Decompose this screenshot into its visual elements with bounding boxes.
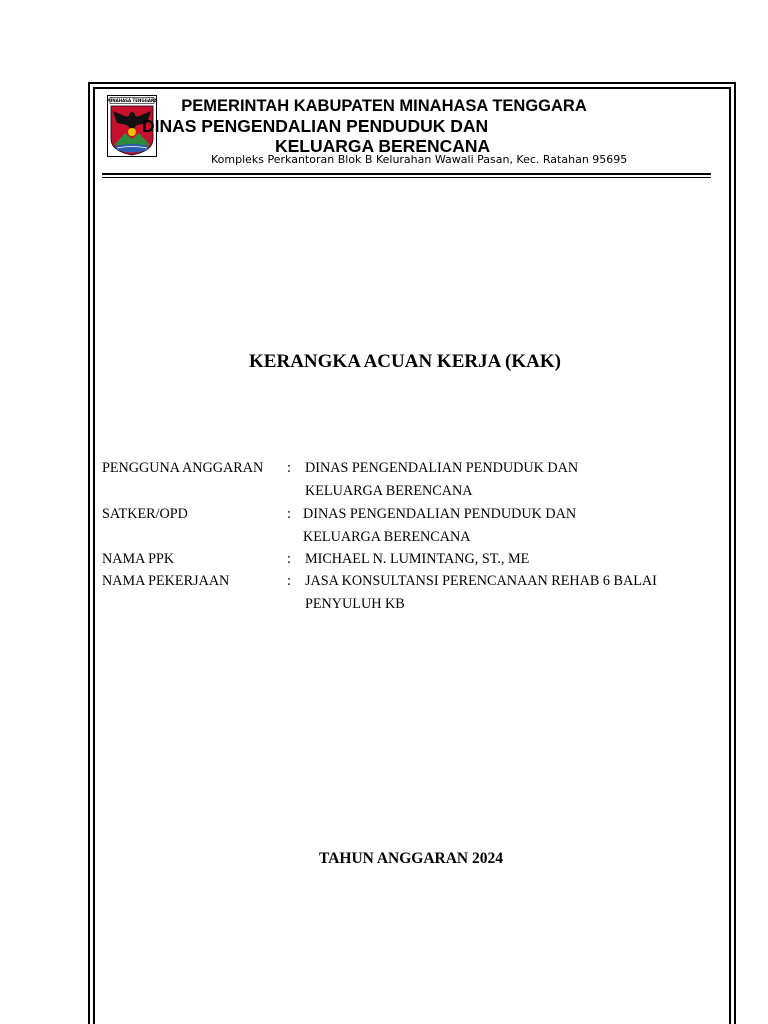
field-value-pengguna-anggaran-line-2: KELUARGA BERENCANA — [305, 483, 473, 499]
field-separator: : — [287, 573, 291, 589]
document-title: KERANGKA ACUAN KERJA (KAK) — [249, 351, 561, 372]
field-value-nama-pekerjaan-line-2: PENYULUH KB — [305, 596, 405, 612]
field-label-nama-pekerjaan: NAMA PEKERJAAN — [102, 573, 230, 589]
field-separator: : — [287, 460, 291, 476]
field-value-satker-opd-line-2: KELUARGA BERENCANA — [303, 529, 471, 545]
letterhead-agency-line-1: DINAS PENGENDALIAN PENDUDUK DAN — [142, 116, 489, 136]
letterhead-divider-thick — [102, 173, 711, 175]
field-label-nama-ppk: NAMA PPK — [102, 551, 175, 567]
field-value-satker-opd-line-1: DINAS PENGENDALIAN PENDUDUK DAN — [303, 506, 577, 522]
field-label-pengguna-anggaran: PENGGUNA ANGGARAN — [102, 460, 264, 476]
field-value-pengguna-anggaran-line-1: DINAS PENGENDALIAN PENDUDUK DAN — [305, 460, 579, 476]
letterhead-divider-thin — [102, 177, 711, 178]
field-separator: : — [287, 551, 291, 567]
letterhead-address: Kompleks Perkantoran Blok B Kelurahan Wawali Pasan, Kec. Ratahan 95695 — [211, 153, 628, 166]
field-label-satker-opd: SATKER/OPD — [102, 506, 188, 522]
field-value-nama-ppk: MICHAEL N. LUMINTANG, ST., ME — [305, 551, 530, 567]
budget-year-footer: TAHUN ANGGARAN 2024 — [319, 850, 503, 867]
field-separator: : — [287, 506, 291, 522]
logo-banner-text: MINAHASA TENGGARA — [107, 98, 157, 104]
letterhead-agency-line-2: KELUARGA BERENCANA — [275, 136, 491, 156]
field-value-nama-pekerjaan-line-1: JASA KONSULTANSI PERENCANAAN REHAB 6 BALAI — [305, 573, 657, 589]
letterhead-government-line: PEMERINTAH KABUPATEN MINAHASA TENGGARA — [181, 97, 587, 115]
